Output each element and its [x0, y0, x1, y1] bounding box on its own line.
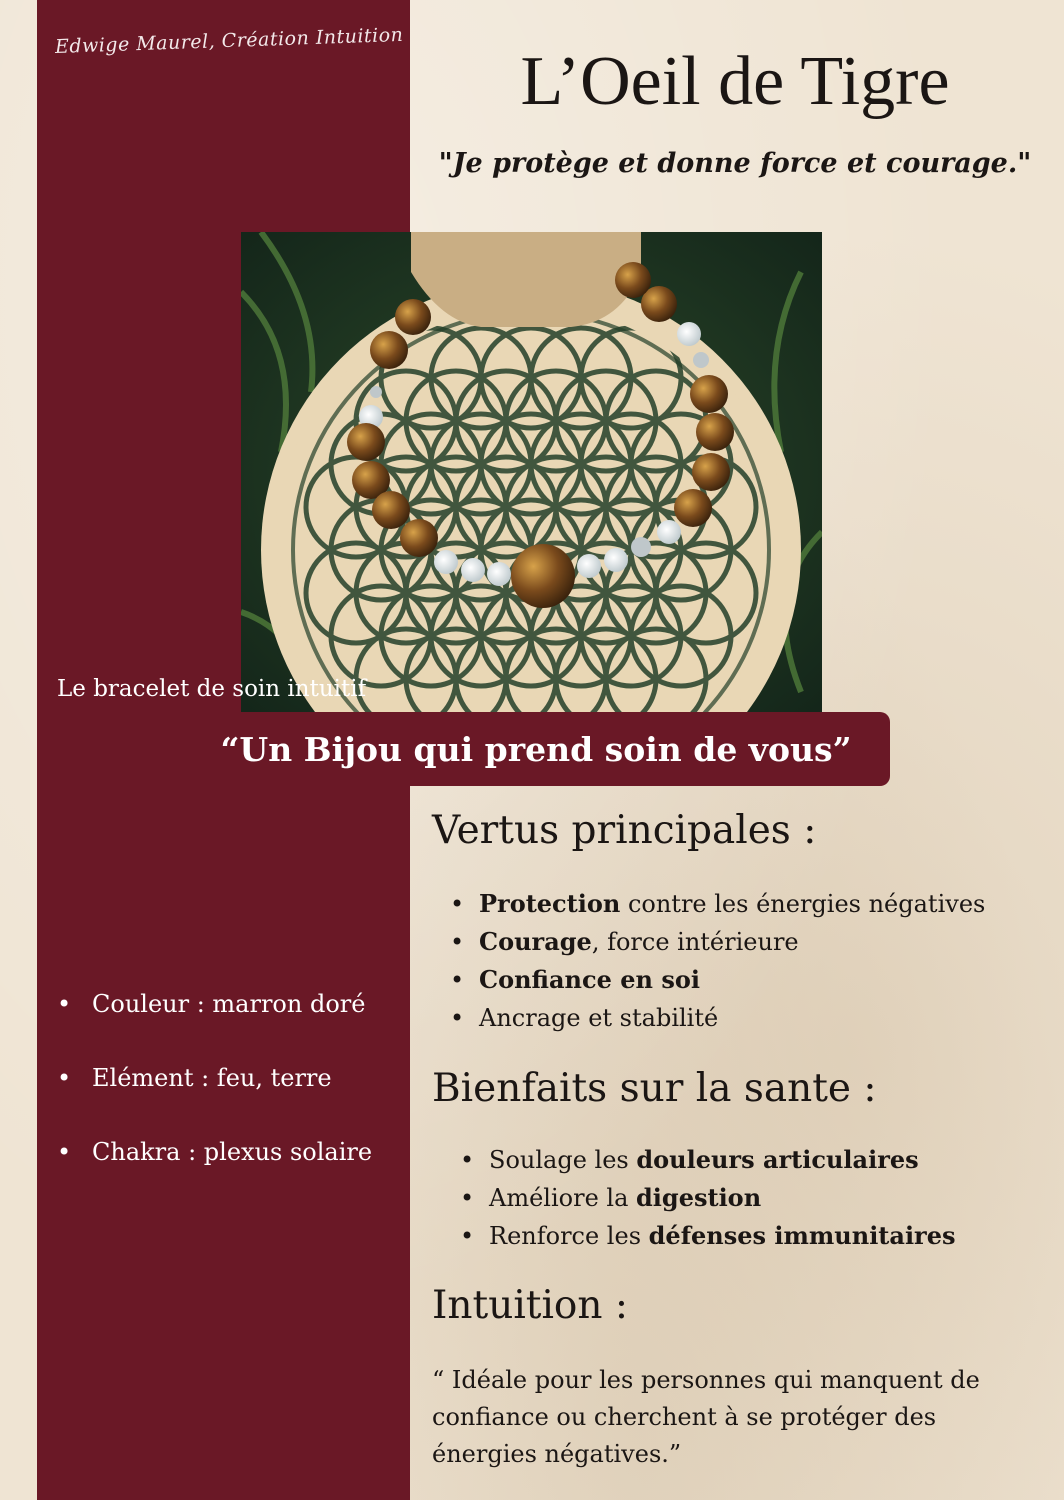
- intuition-text: “ Idéale pour les personnes qui manquent de confiance ou cherchent à se protéger des énergies négatives.”: [432, 1366, 980, 1468]
- bienfaits-list: [454, 1141, 955, 1255]
- bracelet-subtitle: Le bracelet de soin intuitif: [57, 676, 367, 702]
- list-item: • Courage, force intérieure: [444, 923, 985, 961]
- list-item: • Ancrage et stabilité: [444, 999, 985, 1037]
- property-chakra: • Chakra : plexus solaire: [55, 1138, 372, 1166]
- list-item: • Renforce les défenses immunitaires: [454, 1217, 955, 1255]
- list-item: • Soulage les douleurs articulaires: [454, 1141, 955, 1179]
- signature: Edwige Maurel, Création Intuition: [54, 23, 404, 58]
- slogan-text: “Un Bijou qui prend soin de vous”: [220, 729, 852, 769]
- bracelet-image: [241, 232, 822, 712]
- slogan-banner: [182, 712, 890, 786]
- list-item: • Améliore la digestion: [454, 1179, 955, 1217]
- product-photo: [241, 232, 822, 712]
- properties-list: [55, 990, 372, 1212]
- property-color: • Couleur : marron doré: [55, 990, 372, 1018]
- tagline-quote: "Je protège et donne force et courage.": [438, 148, 1032, 179]
- vertus-title: Vertus principales :: [432, 808, 817, 853]
- intuition-title: Intuition :: [432, 1283, 629, 1328]
- property-element: • Elément : feu, terre: [55, 1064, 372, 1092]
- page-title: L’Oeil de Tigre: [520, 43, 950, 120]
- list-item: • Protection contre les énergies négatives: [444, 885, 985, 923]
- bienfaits-title: Bienfaits sur la sante :: [432, 1066, 877, 1111]
- list-item: • Confiance en soi: [444, 961, 985, 999]
- vertus-list: [444, 885, 985, 1037]
